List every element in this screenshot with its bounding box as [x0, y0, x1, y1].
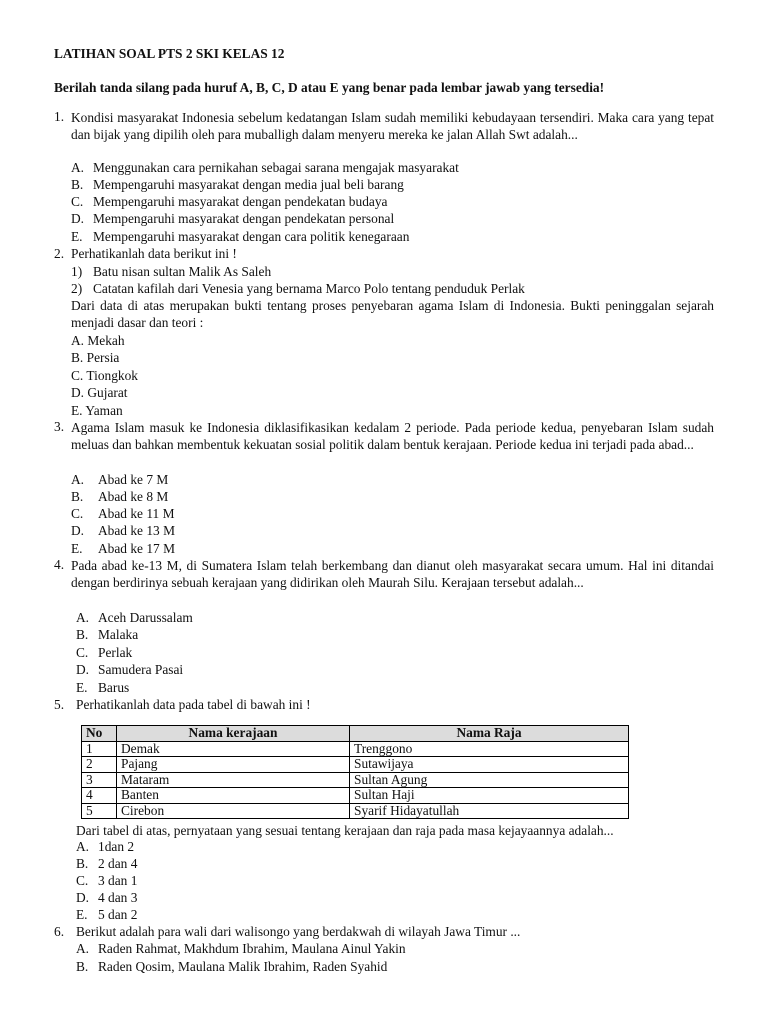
question-text: Kondisi masyarakat Indonesia sebelum kedatangan Islam sudah memiliki kebudayaan tersendiri. Maka cara yang tepat dan bijak yang dipilih oleh para muballigh dalam menyeru mereka ke jalan Allah Swt adalah... — [71, 110, 714, 143]
table-row — [82, 741, 629, 757]
option-letter: A. — [71, 472, 85, 487]
table-cell: Banten — [117, 788, 350, 804]
question-number: 4. — [54, 557, 65, 572]
option-letter: E. — [71, 229, 83, 244]
question-number: 3. — [54, 419, 65, 434]
option-text: Mempengaruhi masyarakat dengan pendekatan personal — [93, 211, 395, 226]
list-item: Catatan kafilah dari Venesia yang bernama Marco Polo tentang penduduk Perlak — [93, 281, 525, 296]
option-text: Aceh Darussalam — [98, 610, 193, 625]
option-letter: D. — [76, 662, 90, 677]
option-text: Perlak — [98, 645, 133, 660]
column-header: Nama Raja — [350, 726, 629, 742]
question-number: 2. — [54, 246, 65, 261]
option-letter: A. — [71, 160, 85, 175]
option-text: Raden Qosim, Maulana Malik Ibrahim, Raden Syahid — [98, 959, 388, 974]
column-header: Nama kerajaan — [117, 726, 350, 742]
option-text: 4 dan 3 — [98, 890, 138, 905]
table-row — [82, 757, 629, 773]
table-cell: 4 — [82, 788, 117, 804]
option-letter: B. — [76, 959, 89, 974]
option-letter: D. — [71, 523, 85, 538]
list-item-number: 1) — [71, 264, 83, 279]
instruction: Berilah tanda silang pada huruf A, B, C, D atau E yang benar pada lembar jawab yang tersedia! — [54, 80, 605, 95]
question-number: 1. — [54, 109, 65, 124]
question-text: Agama Islam masuk ke Indonesia diklasifikasikan kedalam 2 periode. Pada periode kedua, penyebaran Islam sudah meluas dan bahkan membentuk kekuatan sosial politik dalam bentuk kerajaan. Periode kedua ini terjadi pada abad... — [71, 420, 714, 453]
option-letter: B. — [76, 856, 89, 871]
option-letter: D. — [76, 890, 90, 905]
table-cell: Sutawijaya — [350, 757, 629, 773]
question-text: Pada abad ke-13 M, di Sumatera Islam telah berkembang dan dianut oleh masyarakat secara umum. Hal ini ditandai dengan berdirinya sebuah kerajaan yang didirikan oleh Maurah Silu. Kerajaan tersebut adalah... — [71, 558, 714, 591]
column-header: No — [82, 726, 117, 742]
question-text: Perhatikanlah data berikut ini ! — [71, 246, 237, 261]
table-cell: 1 — [82, 741, 117, 757]
option-text: Samudera Pasai — [98, 662, 184, 677]
table-cell: Pajang — [117, 757, 350, 773]
option-letter: D. — [71, 211, 85, 226]
table-row — [82, 772, 629, 788]
table-cell: Mataram — [117, 772, 350, 788]
option: E. Yaman — [71, 403, 123, 418]
table-row — [82, 803, 629, 819]
option-letter: C. — [71, 506, 84, 521]
question-text: Perhatikanlah data pada tabel di bawah ini ! — [76, 697, 311, 712]
option-letter: C. — [71, 194, 84, 209]
table-row — [82, 788, 629, 804]
option: D. Gujarat — [71, 385, 128, 400]
option-letter: B. — [76, 627, 89, 642]
question-number: 6. — [54, 924, 65, 939]
option-text: Abad ke 13 M — [98, 523, 175, 538]
option: A. Mekah — [71, 333, 125, 348]
option-letter: E. — [76, 680, 88, 695]
table-cell: Trenggono — [350, 741, 629, 757]
option-text: Abad ke 11 M — [98, 506, 175, 521]
table-cell: Demak — [117, 741, 350, 757]
option-text: 3 dan 1 — [98, 873, 138, 888]
table-cell: Cirebon — [117, 803, 350, 819]
option-text: 5 dan 2 — [98, 907, 138, 922]
table-cell: Sultan Agung — [350, 772, 629, 788]
option-text: Abad ke 7 M — [98, 472, 169, 487]
option-text: Mempengaruhi masyarakat dengan cara politik kenegaraan — [93, 229, 410, 244]
question-text: Dari tabel di atas, pernyataan yang sesuai tentang kerajaan dan raja pada masa kejayaannya adalah... — [76, 823, 614, 838]
table-cell: 2 — [82, 757, 117, 773]
option-text: Abad ke 8 M — [98, 489, 169, 504]
option-letter: C. — [76, 873, 89, 888]
table-cell: Syarif Hidayatullah — [350, 803, 629, 819]
list-item-number: 2) — [71, 281, 83, 296]
table-cell: Sultan Haji — [350, 788, 629, 804]
kingdom-table — [81, 725, 629, 819]
option: C. Tiongkok — [71, 368, 138, 383]
option-letter: C. — [76, 645, 89, 660]
table-cell: 3 — [82, 772, 117, 788]
option-text: Abad ke 17 M — [98, 541, 175, 556]
option-text: 2 dan 4 — [98, 856, 138, 871]
option-text: Malaka — [98, 627, 139, 642]
option-text: Raden Rahmat, Makhdum Ibrahim, Maulana Ainul Yakin — [98, 941, 406, 956]
option-letter: A. — [76, 610, 90, 625]
option-text: Mempengaruhi masyarakat dengan pendekatan budaya — [93, 194, 388, 209]
option-letter: A. — [76, 941, 90, 956]
option-text: 1dan 2 — [98, 839, 135, 854]
option-letter: E. — [71, 541, 83, 556]
question-number: 5. — [54, 697, 65, 712]
list-item: Batu nisan sultan Malik As Saleh — [93, 264, 272, 279]
option-letter: E. — [76, 907, 88, 922]
question-text: Berikut adalah para wali dari walisongo yang berdakwah di wilayah Jawa Timur ... — [76, 924, 521, 939]
table-header-row — [82, 726, 629, 742]
option-text: Menggunakan cara pernikahan sebagai sarana mengajak masyarakat — [93, 160, 459, 175]
option-text: Mempengaruhi masyarakat dengan media jual beli barang — [93, 177, 404, 192]
option-text: Barus — [98, 680, 130, 695]
option-letter: B. — [71, 489, 84, 504]
option-letter: B. — [71, 177, 84, 192]
question-text: Dari data di atas merupakan bukti tentang proses penyebaran agama Islam di Indonesia. Bukti peninggalan sejarah menjadi dasar dan teori : — [71, 298, 714, 331]
page-title: LATIHAN SOAL PTS 2 SKI KELAS 12 — [54, 46, 285, 61]
option: B. Persia — [71, 350, 120, 365]
option-letter: A. — [76, 839, 90, 854]
table-cell: 5 — [82, 803, 117, 819]
